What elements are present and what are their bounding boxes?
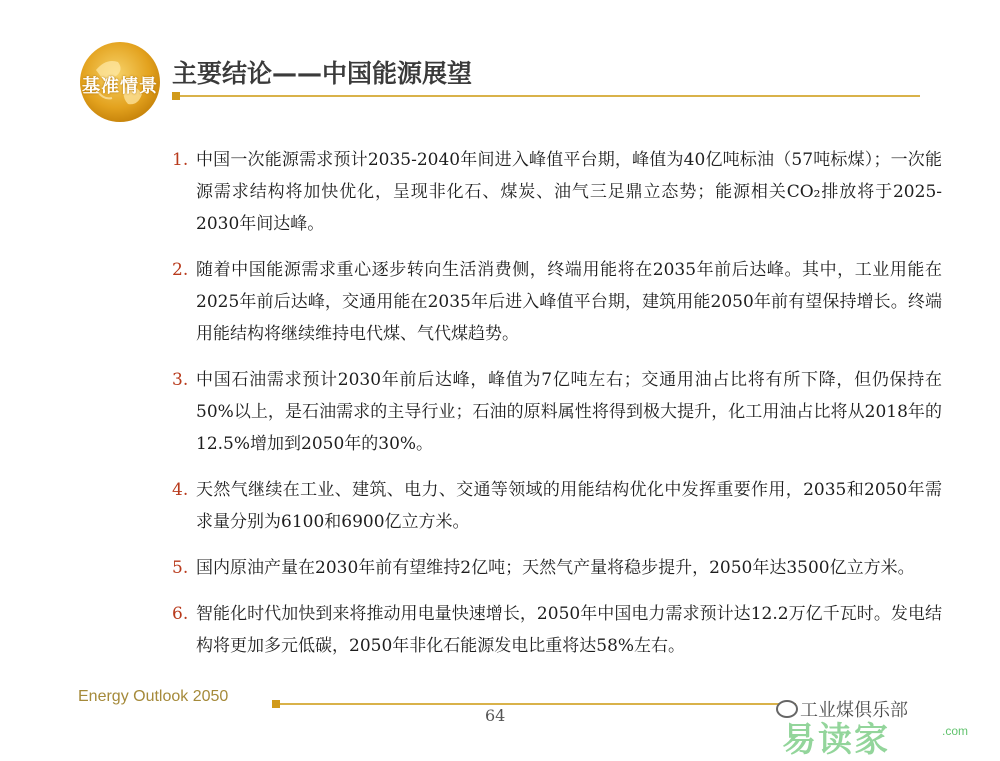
item-text: 国内原油产量在2030年前有望维持2亿吨；天然气产量将稳步提升，2050年达3500亿立方米。 xyxy=(196,558,915,578)
list-item xyxy=(172,552,942,584)
item-number: 5. xyxy=(172,558,189,578)
list-item xyxy=(172,598,942,662)
conclusions-list xyxy=(172,144,942,676)
page-number: 64 xyxy=(485,706,506,725)
page-title: 主要结论——中国能源展望 xyxy=(172,59,473,88)
item-text: 随着中国能源需求重心逐步转向生活消费侧，终端用能将在2035年前后达峰。其中，工业用能在2025年前后达峰，交通用能在2035年后进入峰值平台期，建筑用能2050年前有望保持增长。终端用能结构将继续维持电代煤、气代煤趋势。 xyxy=(196,260,942,344)
watermark-logo: 易读家 xyxy=(782,720,890,760)
list-item xyxy=(172,474,942,538)
footer-divider xyxy=(276,703,796,705)
watermark-text: 工业煤俱乐部 xyxy=(800,700,908,721)
item-number: 1. xyxy=(172,150,189,170)
title-divider xyxy=(172,95,920,97)
item-text: 中国一次能源需求预计2035-2040年间进入峰值平台期，峰值为40亿吨标油（57吨标煤）；一次能源需求结构将加快优化，呈现非化石、煤炭、油气三足鼎立态势；能源相关CO₂排放将于2025-2030年间达峰。 xyxy=(196,150,942,234)
footer-report-label: Energy Outlook 2050 xyxy=(78,688,229,705)
item-number: 4. xyxy=(172,480,189,500)
item-text: 中国石油需求预计2030年前后达峰，峰值为7亿吨左右；交通用油占比将有所下降，但仍保持在50%以上，是石油需求的主导行业；石油的原料属性将得到极大提升，化工用油占比将从2018年的12.5%增加到2050年的30%。 xyxy=(196,370,942,454)
item-text: 智能化时代加快到来将推动用电量快速增长，2050年中国电力需求预计达12.2万亿千瓦时。发电结构将更加多元低碳，2050年非化石能源发电比重将达58%左右。 xyxy=(196,604,942,656)
item-text: 天然气继续在工业、建筑、电力、交通等领域的用能结构优化中发挥重要作用，2035和2050年需求量分别为6100和6900亿立方米。 xyxy=(196,480,942,532)
title-divider-marker xyxy=(172,92,180,100)
watermark-domain: .com xyxy=(942,724,969,738)
list-item xyxy=(172,254,942,350)
item-number: 6. xyxy=(172,604,189,624)
item-number: 2. xyxy=(172,260,189,280)
list-item xyxy=(172,144,942,240)
list-item xyxy=(172,364,942,460)
footer-divider-marker xyxy=(272,700,280,708)
item-number: 3. xyxy=(172,370,189,390)
logo-label: 基准情景 xyxy=(82,76,158,97)
